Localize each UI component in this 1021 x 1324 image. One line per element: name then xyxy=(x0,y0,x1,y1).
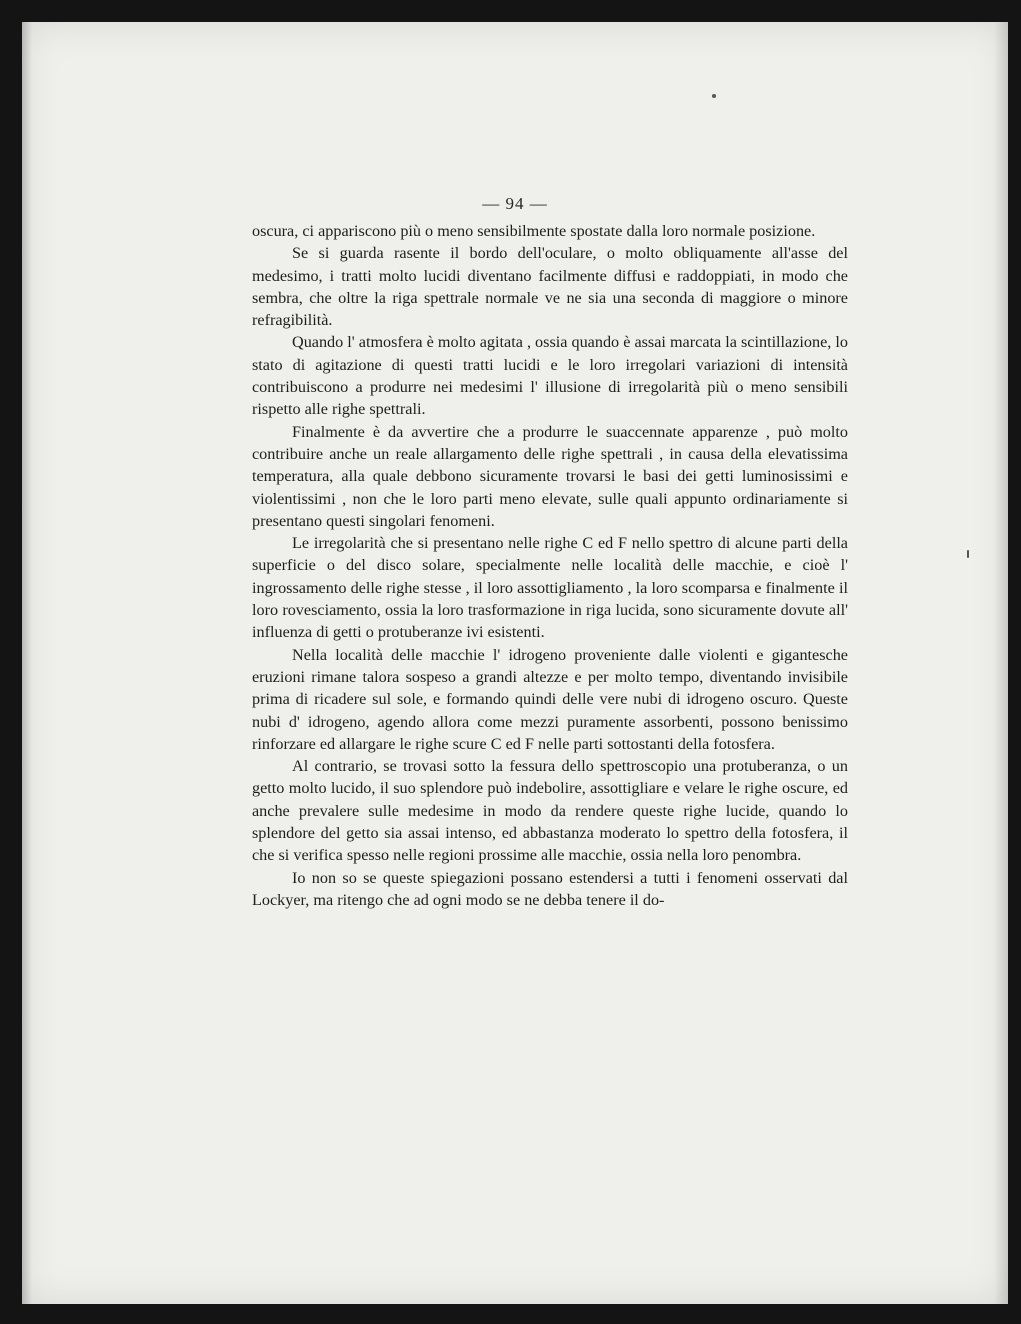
paragraph: Quando l' atmosfera è molto agitata , ossia quando è assai marcata la scintillazione, lo stato di agitazione di questi tratti lucidi e le loro irregolari variazioni di intensità contribuiscono a produrre nei medesimi l' illusione di irregolarità più o meno sensibili rispetto alle righe spettrali. xyxy=(252,333,848,419)
paragraph: Io non so se queste spiegazioni possano estendersi a tutti i fenomeni osservati dal Lockyer, ma ritengo che ad ogni modo se ne debba tenere il do- xyxy=(252,868,848,909)
paragraph: Finalmente è da avvertire che a produrre le suaccennate apparenze , può molto contribuire anche un reale allargamento delle righe spettrali , in causa della elevatissima temperatura, alla quale debbono sicuramente trovarsi le basi dei getti luminosissimi e violentissimi , non che le loro parti meno elevate, sulle quali appunto ordinariamente si presentano questi singolari fenomeni. xyxy=(252,422,848,530)
paragraph: Nella località delle macchie l' idrogeno proveniente dalle violenti e gigantesche eruzioni rimane talora sospeso a grandi altezze e per molto tempo, diventando invisibile prima di ricadere sul sole, e formando quindi delle vere nubi di idrogeno oscuro. Queste nubi d' idrogeno, agendo allora come mezzi puramente assorbenti, possono benissimo rinforzare ed allargare le righe scure C ed F nelle parti sottostanti della fotosfera. xyxy=(252,645,848,753)
book-page xyxy=(22,22,1008,1304)
paragraph: Se si guarda rasente il bordo dell'oculare, o molto obliquamente all'asse del medesimo, i tratti molto lucidi diventano facilmente diffusi e raddoppiati, in modo che sembra, che oltre la riga spettrale normale ve ne sia una seconda di maggiore o minore refragibilità. xyxy=(252,244,848,330)
body-text xyxy=(252,220,848,911)
paragraph: oscura, ci appariscono più o meno sensibilmente spostate dalla loro normale posizione. xyxy=(252,222,816,240)
page-right-shadow xyxy=(994,22,1008,1304)
ink-speck xyxy=(712,94,716,98)
ink-speck xyxy=(967,550,969,558)
paragraph: Le irregolarità che si presentano nelle righe C ed F nello spettro di alcune parti della superficie o del disco solare, specialmente nelle località delle macchie, e cioè l' ingrossamento delle righe stesse , il loro assottigliamento , la loro scomparsa e finalmente il loro rovesciamento, ossia la loro trasformazione in riga lucida, sono sicuramente dovute all' influenza di getti o protuberanze ivi esistenti. xyxy=(252,534,848,642)
page-left-shadow xyxy=(22,22,32,1304)
page-number: — 94 — xyxy=(482,194,548,213)
paragraph: Al contrario, se trovasi sotto la fessura dello spettroscopio una protuberanza, o un getto molto lucido, il suo splendore può indebolire, assottigliare e velare le righe oscure, ed anche prevalere sulle medesime in modo da rendere queste righe lucide, quando lo splendore del getto sia assai intenso, ed abbastanza moderato lo spettro della fotosfera, il che si verifica spesso nelle regioni prossime alle macchie, ossia nella loro penombra. xyxy=(252,757,848,865)
